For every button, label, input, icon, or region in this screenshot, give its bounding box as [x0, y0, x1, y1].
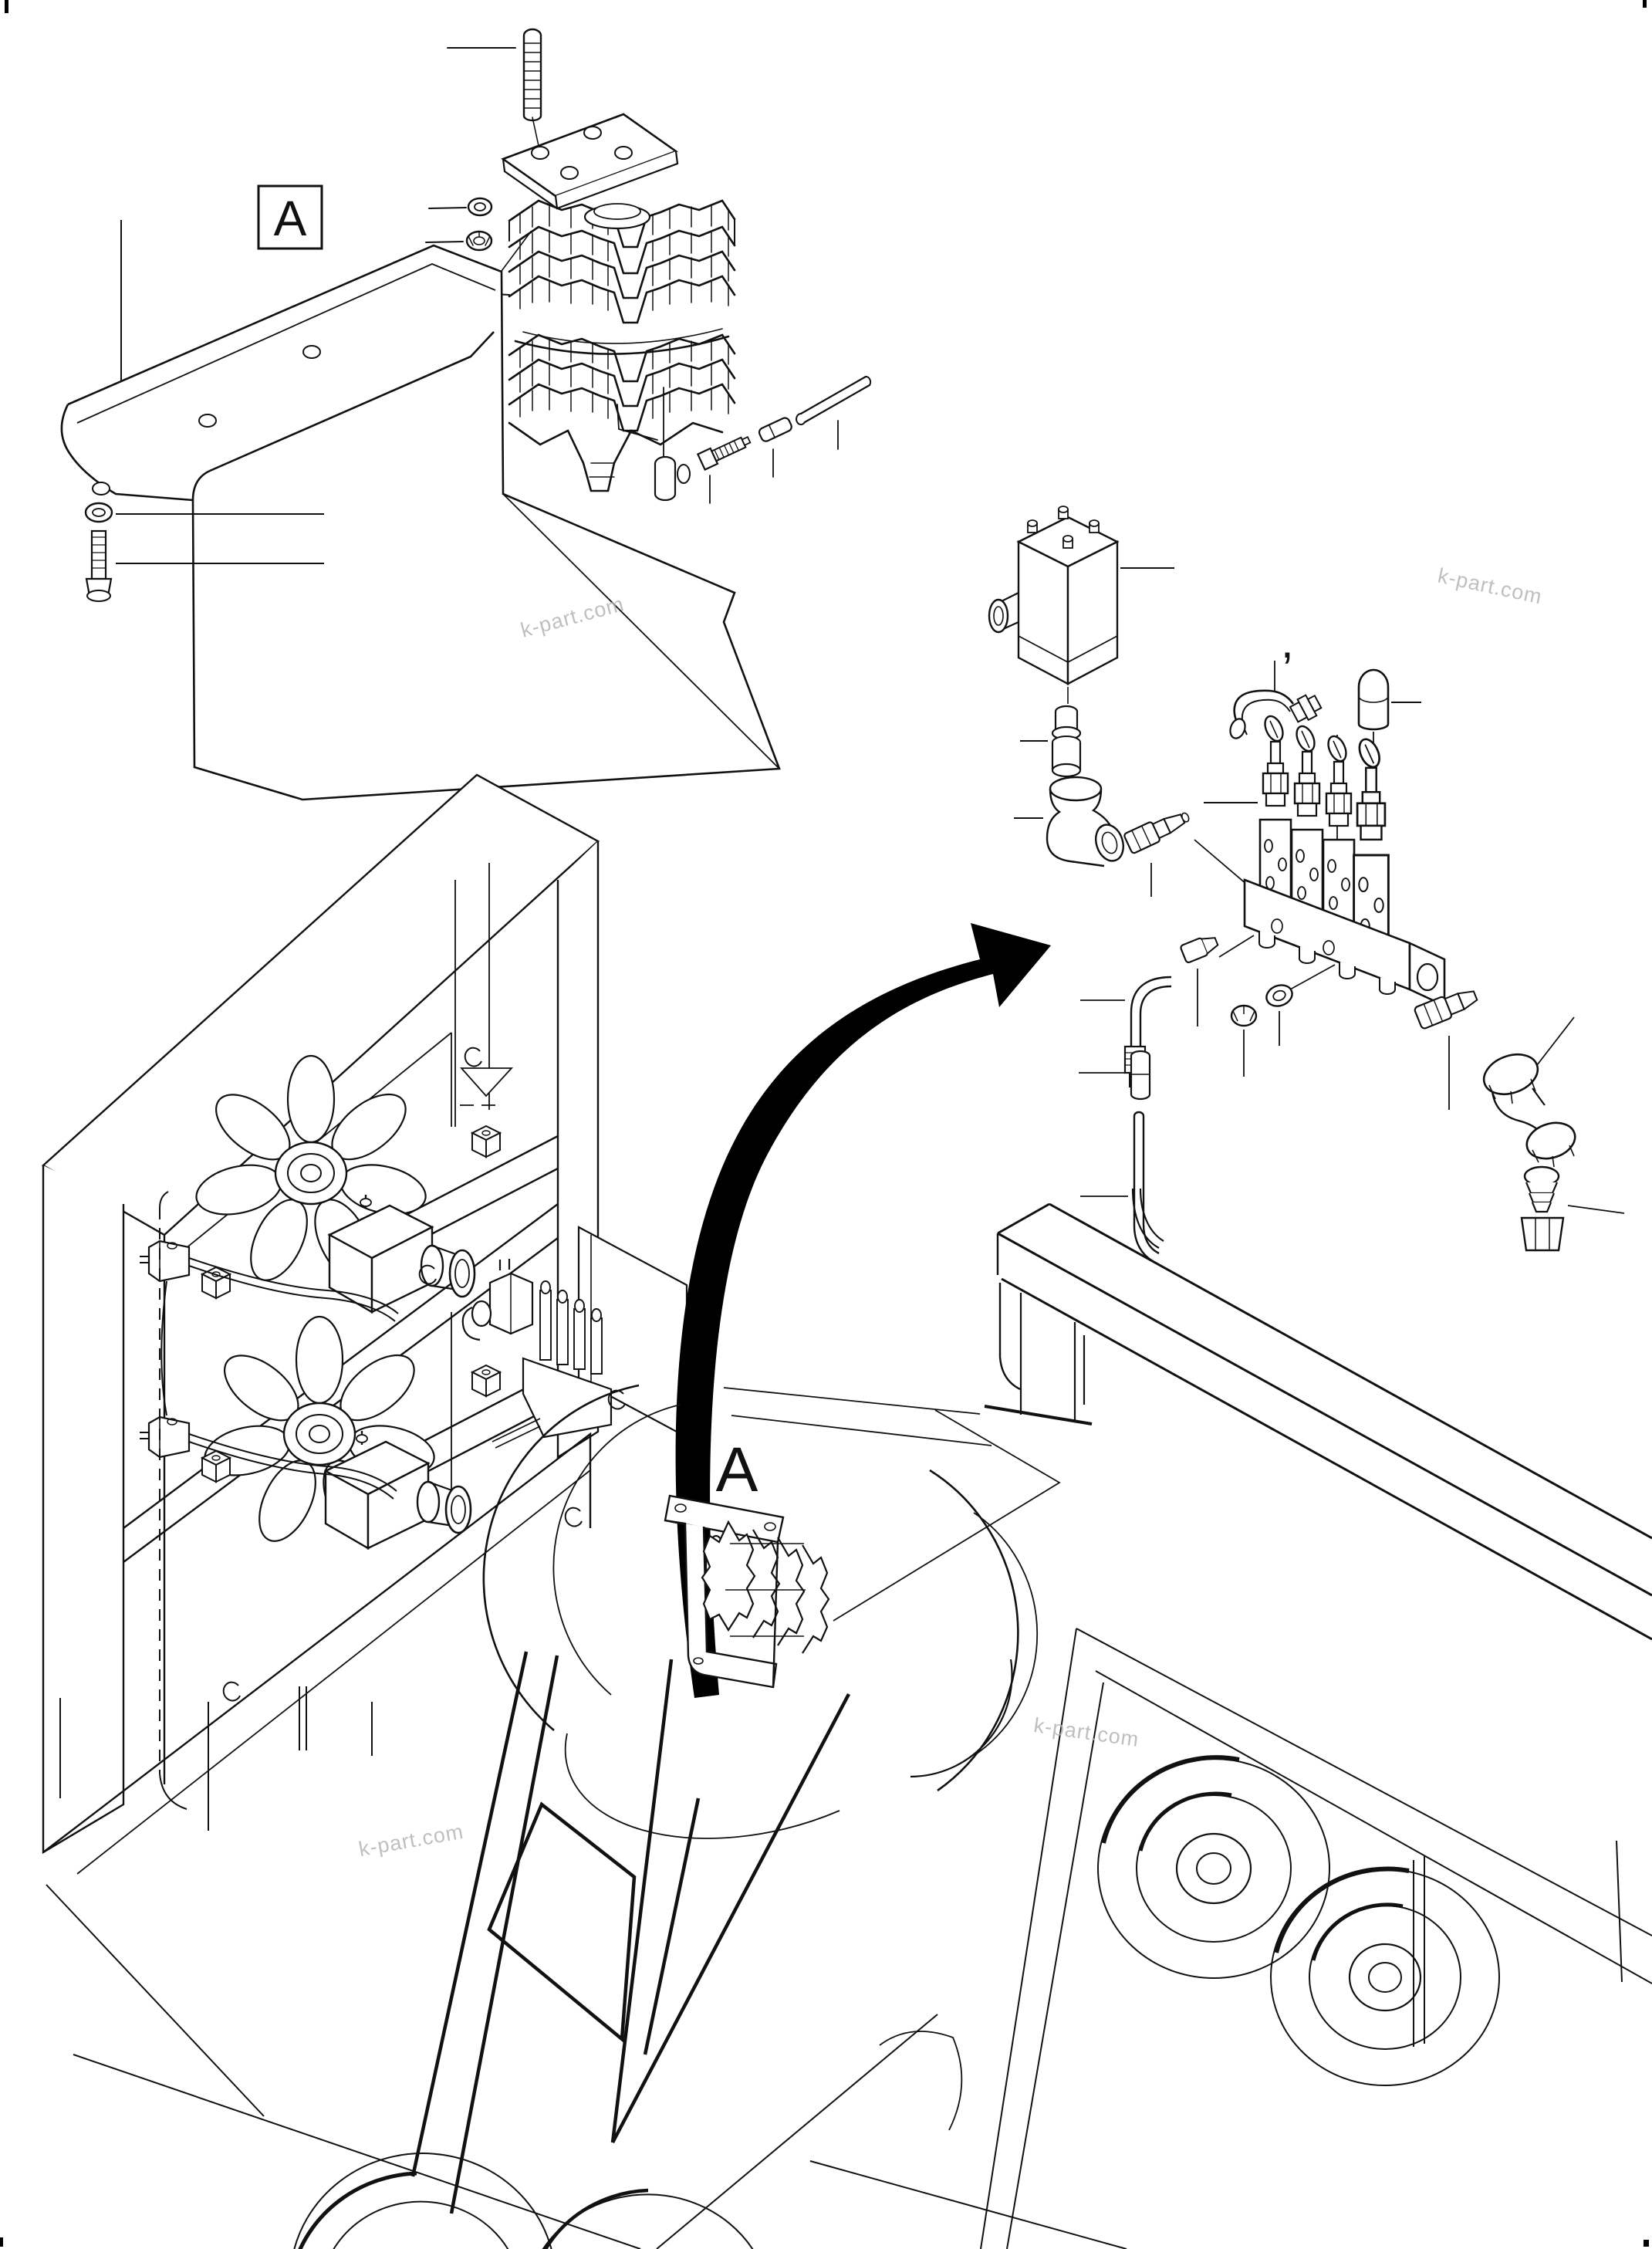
grease-injector-3: [1323, 733, 1354, 928]
detail-a-label-box: [258, 186, 322, 249]
stack-grease-fittings: [617, 377, 870, 503]
banjo-bolt: [698, 432, 752, 470]
solenoid-valve: [989, 506, 1174, 704]
sensor-cube-lower: [202, 1451, 230, 1482]
mounting-bracket: [62, 220, 779, 800]
stray-comma: ,: [1281, 616, 1294, 668]
pulley-frame: [657, 1628, 1652, 2249]
detail-a-label: A: [273, 191, 307, 246]
installed-star-stack: [702, 1522, 829, 1653]
watermark-text: k-part.com: [356, 1819, 466, 1862]
sealing-washer: [1264, 965, 1335, 1046]
grease-injector-2: [1292, 723, 1323, 918]
adapter-fitting: [1123, 807, 1193, 854]
machine-overview: [43, 775, 687, 1874]
grease-injector-4: [1354, 736, 1389, 954]
barb-leader: [1568, 1206, 1624, 1213]
partial-pulleys-bottom-left: [292, 2153, 769, 2249]
mount-cube-upper: [472, 1126, 500, 1157]
mount-cube-lower: [472, 1365, 500, 1396]
grease-injector-1: [1260, 713, 1291, 908]
grease-tube: [796, 377, 870, 424]
bent-tube: [1080, 977, 1171, 1087]
elbow-90: [1478, 1017, 1579, 1167]
watermark-text: k-part.com: [1032, 1713, 1141, 1751]
straight-fitting: [1020, 706, 1080, 776]
swoosh-arcs: [484, 1385, 1037, 1838]
location-a-label: A: [715, 1435, 758, 1505]
threaded-stud: [448, 29, 541, 153]
sleeve-nut: [1079, 1051, 1150, 1099]
hex-plug: [1180, 933, 1220, 963]
slot-mark: [465, 1048, 481, 1067]
slot-mark: [566, 1508, 582, 1527]
watermark-text: k-part.com: [518, 592, 627, 642]
platform-edge-lines: [724, 1388, 992, 1446]
hose-reel-pulley-2: [1271, 1869, 1499, 2085]
hex-nut-small: [1231, 1006, 1256, 1077]
washer: [429, 198, 492, 215]
watermark-text: k-part.com: [1435, 563, 1545, 609]
speed-sensor-lower: [140, 1417, 189, 1457]
speed-sensor-upper: [140, 1241, 189, 1281]
installed-detail-location: [484, 1385, 1059, 1838]
boom-arms: [413, 1652, 849, 2213]
hose-barb-fitting: [1522, 1167, 1624, 1250]
elbow-fitting: [1014, 777, 1128, 866]
location-pointer-lines: [833, 1410, 1059, 1621]
platform-lines: [46, 1686, 640, 2249]
lower-structure: [46, 1189, 1652, 2249]
grease-manifold-exploded: [989, 506, 1624, 1261]
hose-reel-pulley-1: [1098, 1757, 1329, 1978]
slot-mark: [224, 1683, 240, 1701]
elbow-grease-fitting: [655, 457, 690, 500]
mounting-plate: [503, 114, 677, 208]
elbow-90-leader: [1537, 1017, 1574, 1065]
compression-sleeve: [758, 417, 793, 443]
